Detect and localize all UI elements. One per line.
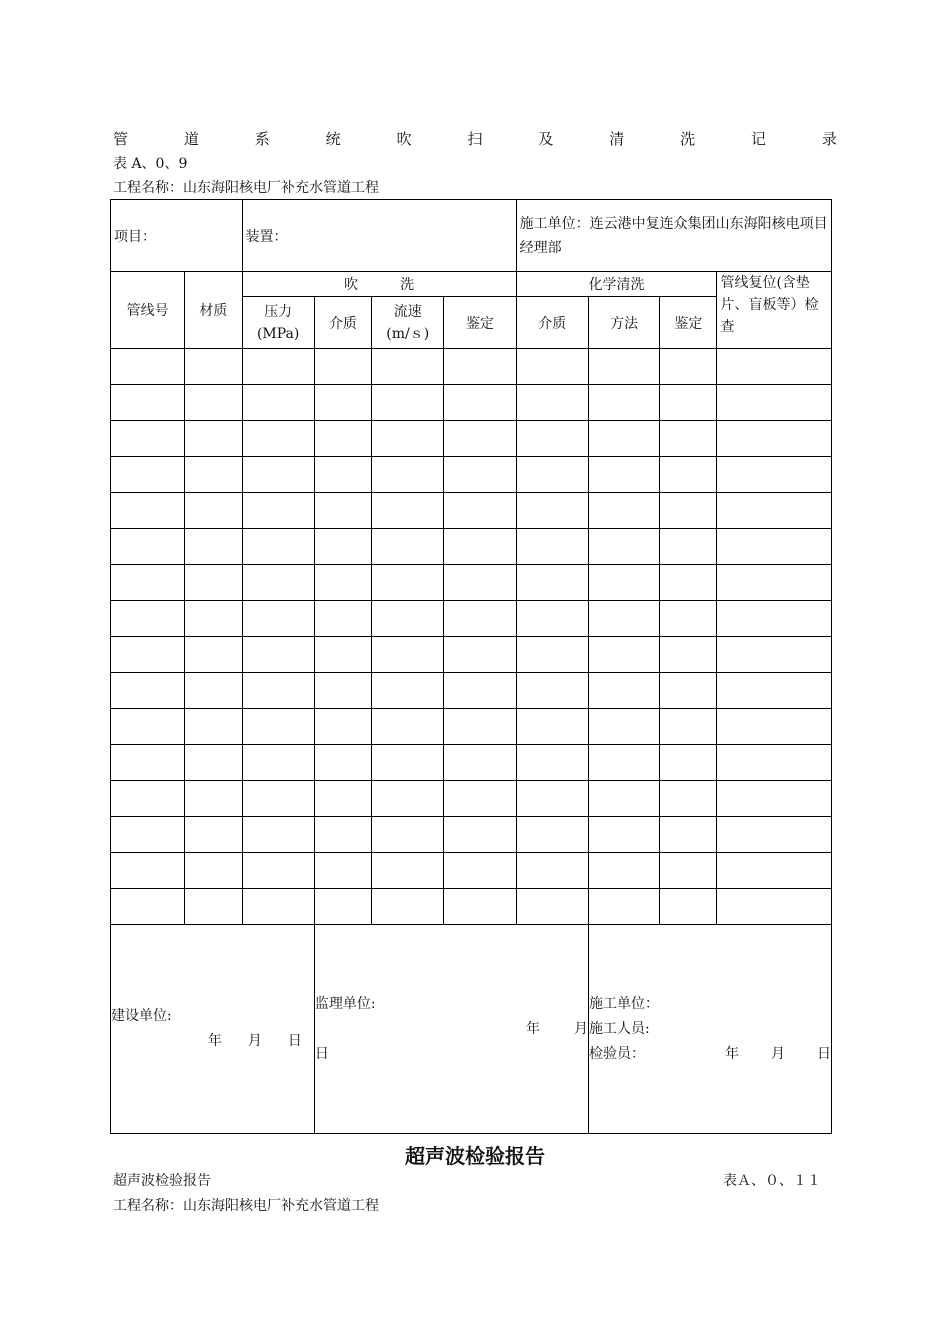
table-cell	[372, 385, 444, 421]
table-cell	[372, 853, 444, 889]
table-cell	[314, 529, 371, 565]
table-cell	[660, 781, 717, 817]
title-char: 系	[254, 130, 270, 148]
table-cell	[111, 745, 185, 781]
title-char: 及	[538, 130, 554, 148]
supervisor-date	[315, 1017, 588, 1042]
table-cell	[660, 385, 717, 421]
year-label: 年	[725, 1045, 739, 1062]
table-cell	[242, 817, 314, 853]
title-char: 道	[183, 130, 199, 148]
table-cell	[516, 601, 588, 637]
day-label: 日	[817, 1045, 831, 1062]
velocity-label: 流速	[393, 303, 422, 320]
report-project-name: 工程名称：山东海阳核电厂补充水管道工程	[113, 1198, 379, 1214]
item-cell: 项目：	[111, 200, 243, 272]
title-char: 录	[821, 130, 837, 148]
restore-header: 管线复位(含垫片、盲板等）检查	[717, 272, 832, 349]
velocity-header	[372, 297, 444, 349]
table-cell	[314, 457, 371, 493]
table-cell	[444, 637, 516, 673]
form-number: 表 A、0、9	[113, 156, 188, 172]
table-cell	[372, 745, 444, 781]
table-cell	[717, 889, 832, 925]
table-cell	[111, 781, 185, 817]
table-row	[111, 673, 832, 709]
table-cell	[717, 421, 832, 457]
table-cell	[588, 637, 659, 673]
table-cell	[111, 673, 185, 709]
table-cell	[185, 853, 242, 889]
table-cell	[516, 493, 588, 529]
table-cell	[588, 601, 659, 637]
table-row	[111, 385, 832, 421]
table-cell	[372, 493, 444, 529]
table-cell	[314, 853, 371, 889]
inspector-line	[589, 1042, 831, 1067]
table-cell	[717, 457, 832, 493]
table-cell	[314, 421, 371, 457]
table-cell	[660, 565, 717, 601]
table-cell	[111, 457, 185, 493]
title-char: 清	[609, 130, 625, 148]
table-cell	[314, 349, 371, 385]
table-cell	[372, 889, 444, 925]
table-cell	[185, 349, 242, 385]
table-cell	[588, 745, 659, 781]
table-cell	[444, 457, 516, 493]
table-cell	[516, 529, 588, 565]
table-cell	[111, 349, 185, 385]
table-cell	[444, 709, 516, 745]
title-char: 吹	[396, 130, 412, 148]
title-char: 记	[751, 130, 767, 148]
table-cell	[314, 385, 371, 421]
table-row	[111, 781, 832, 817]
table-cell	[111, 637, 185, 673]
table-cell	[314, 601, 371, 637]
table-cell	[588, 709, 659, 745]
table-cell	[185, 637, 242, 673]
signature-row	[111, 925, 832, 1134]
table-cell	[242, 673, 314, 709]
velocity-unit: (m/ｓ)	[386, 325, 430, 342]
table-cell	[242, 889, 314, 925]
table-cell	[588, 493, 659, 529]
table-cell	[444, 673, 516, 709]
pressure-header	[242, 297, 314, 349]
table-cell	[185, 889, 242, 925]
chemical-header: 化学清洗	[516, 272, 717, 297]
inspector-label: 检验员：	[588, 1045, 645, 1062]
inspector-date	[725, 1042, 831, 1067]
table-cell	[372, 349, 444, 385]
table-cell	[660, 493, 717, 529]
table-cell	[717, 529, 832, 565]
table-cell	[444, 529, 516, 565]
report-form-number: 表Ａ、０、１１	[723, 1173, 821, 1189]
table-cell	[660, 709, 717, 745]
table-cell	[185, 673, 242, 709]
table-row	[111, 745, 832, 781]
table-cell	[185, 781, 242, 817]
table-cell	[717, 781, 832, 817]
table-cell	[717, 745, 832, 781]
pressure-label: 压力	[264, 303, 293, 320]
table-cell	[111, 817, 185, 853]
table-cell	[660, 673, 717, 709]
table-cell	[660, 529, 717, 565]
table-cell	[516, 421, 588, 457]
month-label: 月	[247, 1033, 262, 1049]
table-row	[111, 889, 832, 925]
table-cell	[242, 493, 314, 529]
table-cell	[111, 421, 185, 457]
table-cell	[185, 601, 242, 637]
table-cell	[444, 889, 516, 925]
table-cell	[242, 853, 314, 889]
table-cell	[588, 457, 659, 493]
table-cell	[516, 745, 588, 781]
table-cell	[588, 781, 659, 817]
blowing-header: 吹 洗	[242, 272, 516, 297]
table-cell	[111, 385, 185, 421]
table-row	[111, 853, 832, 889]
table-cell	[185, 385, 242, 421]
table-cell	[660, 889, 717, 925]
table-cell	[242, 709, 314, 745]
table-cell	[372, 673, 444, 709]
table-cell	[242, 601, 314, 637]
table-cell	[516, 781, 588, 817]
table-cell	[516, 853, 588, 889]
table-cell	[111, 493, 185, 529]
month-label: 月	[771, 1045, 785, 1062]
pipe-no-header: 管线号	[111, 272, 185, 349]
table-cell	[242, 421, 314, 457]
month-label: 月	[573, 1020, 588, 1037]
day-label: 日	[314, 1045, 329, 1062]
table-cell	[516, 709, 588, 745]
table-cell	[372, 457, 444, 493]
owner-date	[111, 1029, 314, 1054]
table-cell	[444, 853, 516, 889]
table-cell	[516, 349, 588, 385]
table-row	[111, 421, 832, 457]
table-cell	[444, 781, 516, 817]
table-row	[111, 457, 832, 493]
table-cell	[185, 565, 242, 601]
table-cell	[516, 889, 588, 925]
table-cell	[717, 673, 832, 709]
table-row	[111, 709, 832, 745]
table-cell	[516, 385, 588, 421]
table-cell	[242, 349, 314, 385]
record-title	[113, 128, 837, 149]
title-char: 统	[325, 130, 341, 148]
table-cell	[516, 565, 588, 601]
day-label: 日	[287, 1033, 302, 1049]
table-cell	[588, 385, 659, 421]
device-cell: 装置：	[242, 200, 516, 272]
chem-medium-header: 介质	[516, 297, 588, 349]
table-cell	[717, 709, 832, 745]
chem-appraisal-header: 鉴定	[660, 297, 717, 349]
table-cell	[111, 889, 185, 925]
constructor-sign-cell	[588, 925, 831, 1134]
table-cell	[717, 601, 832, 637]
table-cell	[314, 565, 371, 601]
pressure-unit: (MPa)	[256, 325, 300, 342]
table-cell	[444, 349, 516, 385]
blowing-record-table	[110, 199, 832, 1134]
table-cell	[717, 817, 832, 853]
table-cell	[660, 349, 717, 385]
table-cell	[717, 637, 832, 673]
table-cell	[111, 853, 185, 889]
table-cell	[660, 601, 717, 637]
table-cell	[242, 385, 314, 421]
table-cell	[111, 529, 185, 565]
table-cell	[588, 853, 659, 889]
table-cell	[314, 745, 371, 781]
table-cell	[660, 637, 717, 673]
table-cell	[242, 637, 314, 673]
constructor-label: 施工单位：	[588, 995, 659, 1012]
table-cell	[372, 817, 444, 853]
header-row-1	[111, 272, 832, 297]
table-cell	[588, 889, 659, 925]
table-cell	[444, 601, 516, 637]
table-cell	[314, 709, 371, 745]
table-cell	[444, 565, 516, 601]
table-cell	[588, 817, 659, 853]
table-cell	[516, 457, 588, 493]
report-subline	[113, 1170, 821, 1190]
title-char: 扫	[467, 130, 483, 148]
table-cell	[588, 349, 659, 385]
table-cell	[660, 745, 717, 781]
year-label: 年	[525, 1020, 540, 1037]
table-cell	[314, 889, 371, 925]
table-cell	[516, 673, 588, 709]
year-label: 年	[207, 1033, 222, 1049]
table-cell	[111, 565, 185, 601]
table-cell	[372, 709, 444, 745]
table-cell	[185, 493, 242, 529]
table-cell	[660, 421, 717, 457]
table-cell	[185, 421, 242, 457]
table-row	[111, 565, 832, 601]
table-cell	[444, 493, 516, 529]
table-cell	[372, 637, 444, 673]
table-cell	[588, 421, 659, 457]
table-cell	[444, 421, 516, 457]
method-header: 方法	[588, 297, 659, 349]
table-row	[111, 349, 832, 385]
staff-label: 施工人员:	[588, 1020, 650, 1037]
table-cell	[185, 457, 242, 493]
owner-label: 建设单位:	[111, 1008, 172, 1024]
table-cell	[372, 781, 444, 817]
table-cell	[444, 745, 516, 781]
table-cell	[111, 709, 185, 745]
table-cell	[242, 529, 314, 565]
table-row	[111, 493, 832, 529]
table-cell	[717, 853, 832, 889]
table-cell	[717, 349, 832, 385]
appraisal-header: 鉴定	[444, 297, 516, 349]
table-cell	[372, 601, 444, 637]
table-cell	[314, 781, 371, 817]
owner-sign-cell	[111, 925, 315, 1134]
table-cell	[242, 565, 314, 601]
table-cell	[660, 457, 717, 493]
table-cell	[588, 529, 659, 565]
table-row	[111, 817, 832, 853]
ultrasonic-report-title: 超声波检验报告	[405, 1144, 545, 1168]
table-cell	[717, 385, 832, 421]
report-label: 超声波检验报告	[113, 1173, 211, 1189]
table-row	[111, 601, 832, 637]
supervisor-label: 监理单位:	[314, 995, 376, 1012]
table-cell	[314, 493, 371, 529]
table-cell	[588, 673, 659, 709]
title-char: 洗	[680, 130, 696, 148]
table-cell	[314, 817, 371, 853]
title-char: 管	[113, 130, 129, 148]
table-cell	[314, 673, 371, 709]
table-cell	[242, 457, 314, 493]
table-cell	[444, 817, 516, 853]
table-cell	[185, 529, 242, 565]
table-cell	[516, 817, 588, 853]
table-cell	[242, 781, 314, 817]
supervisor-sign-cell	[314, 925, 588, 1134]
project-name: 工程名称：山东海阳核电厂补充水管道工程	[113, 180, 379, 196]
table-cell	[516, 637, 588, 673]
table-cell	[372, 565, 444, 601]
table-cell	[717, 493, 832, 529]
table-cell	[660, 853, 717, 889]
contractor-cell: 施工单位：连云港中复连众集团山东海阳核电项目经理部	[516, 200, 831, 272]
medium-header: 介质	[314, 297, 371, 349]
table-cell	[111, 601, 185, 637]
table-cell	[314, 637, 371, 673]
table-cell	[185, 745, 242, 781]
table-row	[111, 637, 832, 673]
table-cell	[185, 817, 242, 853]
table-cell	[372, 421, 444, 457]
table-cell	[242, 745, 314, 781]
table-cell	[444, 385, 516, 421]
table-row	[111, 529, 832, 565]
material-header: 材质	[185, 272, 242, 349]
table-cell	[660, 817, 717, 853]
info-row	[111, 200, 832, 272]
table-cell	[588, 565, 659, 601]
table-cell	[717, 565, 832, 601]
table-cell	[372, 529, 444, 565]
table-cell	[185, 709, 242, 745]
